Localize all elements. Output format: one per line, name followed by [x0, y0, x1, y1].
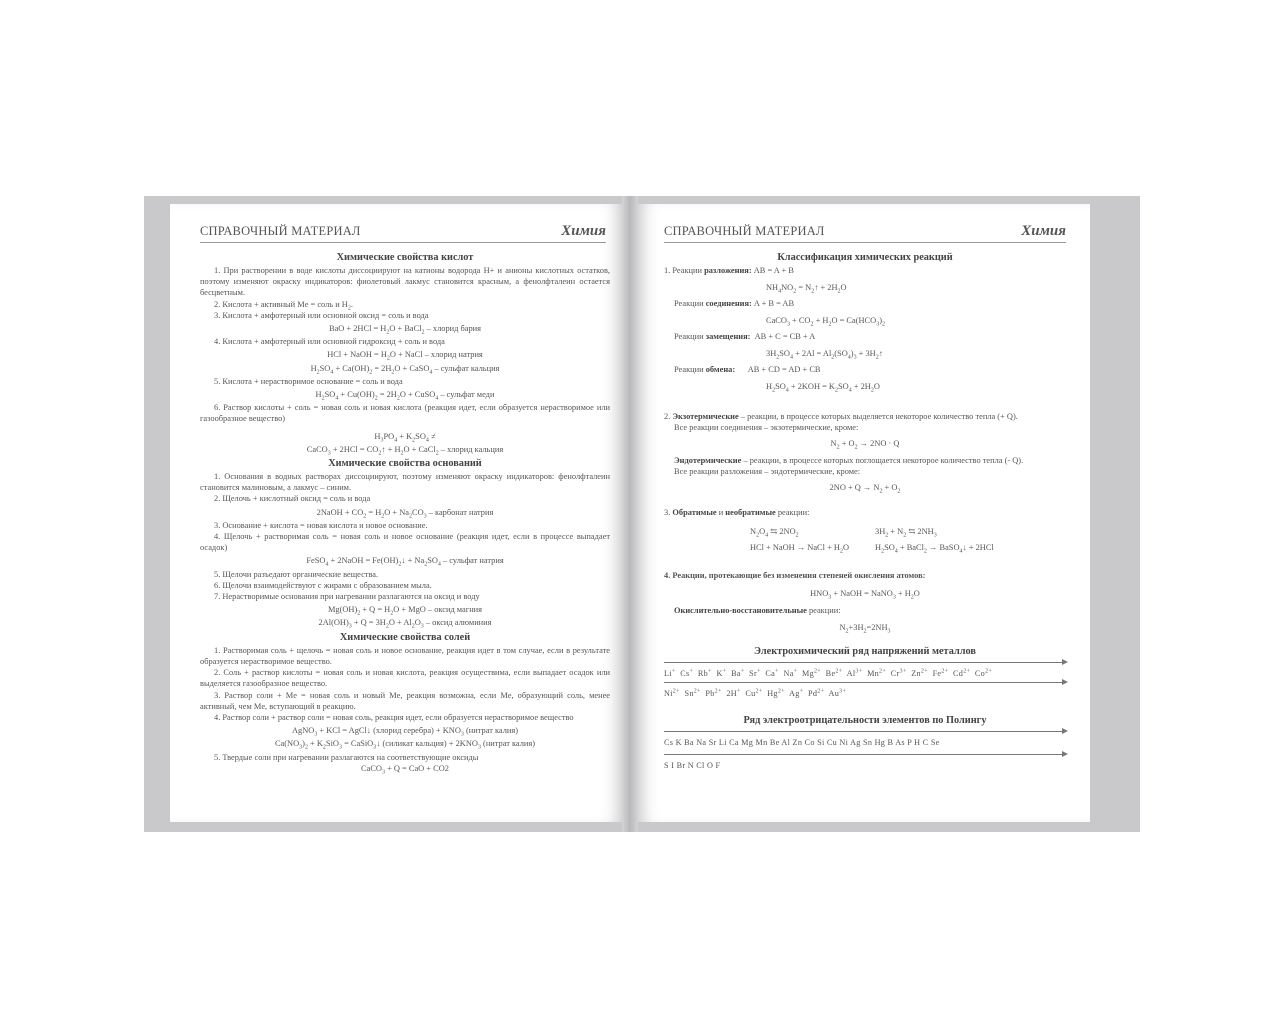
equation: $H_2SO_4 + Ca(OH)_2 = 2H_2O$ + CaSO$_4$ – сульфат кальция [310, 363, 500, 376]
pauling-row1: Cs K Ba Na Sr Li Ca Mg Mn Be Al Zn Co Si Cu Ni Ag Sn Hg B As P H C Se [664, 737, 940, 747]
paragraph: 3. Раствор соли + Me = новая соль и новый Me, реакция возможна, если Me, образующий соль, менее активный, чем Me, вступающий в реакцию. [200, 690, 610, 711]
subject-title: Химия [1021, 223, 1066, 239]
paragraph: 4. Раствор соли + раствор соли = новая соль, реакция идет, если образуется нерастворимое вещество [214, 712, 574, 722]
equation: $2NO + Q \to N_2 + O_2$ [829, 483, 901, 495]
arrow-line [664, 662, 1066, 663]
running-title: СПРАВОЧНЫЙ МАТЕРИАЛ [664, 224, 825, 238]
left-page-content [200, 250, 610, 776]
section-title-bases: Химические свойства оснований [328, 458, 482, 470]
right-page [638, 204, 1090, 822]
paragraph: Все реакции соединения – экзотермические, кроме: [674, 423, 859, 433]
equation: 2NaOH + $CO_2 = H_2O + Na_2CO_3$ – карбонат натрия [316, 507, 494, 520]
paragraph: 4. Реакции, протекающие без изменения степеней окисления атомов: [664, 571, 926, 581]
paragraph: 1. Основания в водных растворах диссоциируют, поэтому изменяют окраску индикаторов: фенолфталеин становится малиновым, а лакмус – синим. [200, 472, 610, 493]
paragraph: 2. Соль + раствор кислоты = новая соль и новая кислота, реакция осуществима, если выпадает осадок или выделяется газообразное вещество. [200, 668, 610, 689]
redox-block: 4. Реакции, протекающие без изменения степеней окисления атомов: $HNO_3$ + NaOH = NaNO$_3$ + $H_2O$ Окислительно-восстановительные реакции: $N_2+3H_2=2NH_3$ [664, 570, 1066, 633]
equation: $3H_2SO_4 + 2Al = Al_2(SO_4)_3$ + $3H_2↑$ [766, 348, 883, 361]
equation: CaCO$_3$ + $2HCl = CO_2↑ + H_2O$ + CaCl$_2$ – хлорид кальция [306, 444, 504, 457]
equations-pair: $N_2O_4$ ⇆ $2NO_2$ HCl + NaOH → NaCl + $H_2O$ $3H_2 + N_2$ ⇆ $2NH_3$ $H_2SO_4$ + BaCl$_2$ → BaSO$_4$↓ + 2HCl [750, 527, 994, 556]
paragraph: 2. Кислота + активный Me = соль и $H_2$. [214, 299, 353, 312]
right-page-header [664, 220, 1066, 243]
left-page [170, 204, 622, 822]
arrow-line [664, 731, 1066, 732]
paragraph: Все реакции разложения – эндотермические, кроме: [674, 466, 861, 476]
equation: $H_2SO_4 + Cu(OH)_2 = 2H_2O$ + CuSO$_4$ – сульфат меди [315, 390, 495, 402]
section-title-salts: Химические свойства солей [339, 631, 471, 643]
paragraph: 2. Щелочь + кислотный оксид = соль и вода [214, 494, 371, 504]
equation: BaO + $2HCl = H_2O$ + BaCl$_2$ – хлорид бария [328, 324, 482, 336]
paragraph: 7. Нерастворимые основания при нагревании разлагаются на оксид и воду [214, 592, 480, 602]
reaction-type-exchange: Реакции обмена: AB + CD = AD + CB [674, 365, 821, 374]
equation: $H_3PO_4 + K_2SO_4$ ≠ [374, 431, 436, 444]
paragraph: 6. Раствор кислоты + соль = новая соль и новая кислота (реакция идет, если образуется нерастворимое или газообразное вещество) [200, 403, 610, 424]
section-title-pauling: Ряд электроотрицательности элементов по Полингу [743, 714, 987, 726]
reversible-block: 3. Обратимые и необратимые реакции: $N_2O_4$ ⇆ $2NO_2$ HCl + NaOH → NaCl + $H_2O$ $3H_2 + N_2$ ⇆ $2NH_3$ $H_2SO_4$ + BaCl$_2$ → BaSO$_4$↓ + 2HCl [664, 507, 1066, 556]
equation: CaCO$_3$ + $CO_2 + H_2O = Ca(HCO_3)_2$ [766, 315, 885, 328]
section-title-acids: Химические свойства кислот [336, 252, 474, 263]
paragraph: 5. Кислота + нерастворимое основание = соль и вода [214, 376, 403, 386]
paragraph: 1. При растворении в воде кислоты диссоциируют на катионы водорода H+ и анионы кислотных остатков, поэтому изменяют окраску индикаторов: фиолетовый лакмус становится красным, а фенолфталеин остается бесцветным. [200, 266, 610, 298]
reaction-type-decomposition: 1. Реакции разложения: AB = A + B [664, 266, 794, 275]
paragraph: 6. Щелочи взаимодействуют с жирами с образованием мыла. [214, 580, 432, 590]
section-title-metal-series: Электрохимический ряд напряжений металлов [754, 646, 976, 658]
pauling-row2: S I Br N Cl O F [664, 760, 721, 770]
paragraph: 4. Щелочь + растворимая соль = новая соль и новое основание (реакция идет, если в процессе выпадает осадок) [200, 532, 610, 553]
paragraph: 4. Кислота + амфотерный или основной гидроксид + соль и вода [214, 337, 445, 347]
paragraph: 1. Растворимая соль + щелочь = новая соль и новое основание, реакция идет в том случае, если в результате образуется нерастворимое вещество. [200, 645, 610, 666]
equation: $Mg(OH)_2 + Q = H_2O$ + MgO – оксид магния [327, 605, 483, 617]
right-page-content [664, 250, 1066, 771]
equation: $HNO_3$ + NaOH = NaNO$_3$ + $H_2O$ [810, 588, 920, 601]
running-title: СПРАВОЧНЫЙ МАТЕРИАЛ [200, 224, 361, 238]
equation: AgNO$_3$ + KCl = AgCl↓ (хлорид серебра) + $KNO_3$ (нитрат калия) [291, 726, 518, 738]
reaction-type-substitution: Реакции замещения: AB + C = CB + A [674, 332, 816, 341]
paragraph: 5. Щелочи разъедают органические вещества. [214, 569, 379, 579]
equation: $Ca(NO_3)_2 + K_2SiO_3$ = CaSiO$_3$↓ (силикат кальция) + $2KNO_3$ (нитрат калия) [274, 739, 536, 751]
subject-title: Химия [561, 223, 606, 239]
reaction-type-combination: Реакции соединения: A + B = AB [674, 299, 795, 308]
arrow-line [664, 682, 1066, 683]
paragraph: 5. Твердые соли при нагревании разлагаются на соответствующие оксиды [214, 752, 479, 762]
equation: HCl + NaOH = $H_2O$ + NaCl – хлорид натрия [327, 350, 483, 363]
exothermic-block: 2. Экзотермические – реакции, в процессе которых выделяется некоторое количество тепла (+ Q). Все реакции соединения – экзотермические, кроме: $N_2 + O_2 \to 2NO \cdot Q$ Эндотермические – реакции, в процессе которых поглощается некоторое количество тепла (- Q). Все реакции разложения – эндотермические, кроме: $2NO + Q \to N_2 + O_2$ [664, 411, 1066, 493]
equation: FeSO$_4$ + 2NaOH = $Fe(OH)_2↓ + Na_2SO_4$ – сульфат натрия [306, 556, 504, 569]
equation: $NH_4NO_2$ = $N_2↑ + 2H_2O$ [766, 282, 847, 295]
metal-series-row2: $Ni^{2+}$ $Sn^{2+}$ $Pb^{2+}$ 2H+ $Cu^{2+}$ $Hg^{2+}$ Ag+ $Pd^{2+}$ $Au^{3+}$ [664, 688, 847, 699]
metal-series-row1: Li+ Cs+ Rb+ K+ Ba+ Sr+ Ca+ Na+ $Mg^{2+}$ $Be^{2+}$ $Al^{3+}$ $Mn^{2+}$ $Cr^{3+}$ $Zn^{2+}$ $Fe^{2+}$ $Cd^{2+}$ $Co^{2+}$ [664, 668, 993, 679]
left-page-header [200, 220, 606, 243]
equation: $N_2+3H_2=2NH_3$ [839, 623, 891, 635]
section-title-classification: Классификация химических реакций [777, 252, 953, 263]
equation: CaCO$_3$ + Q = CaO + CO2 [361, 763, 449, 776]
paragraph: 3. Кислота + амфотерный или основной оксид = соль и вода [214, 310, 429, 320]
equation: $H_2SO_4 + 2KOH = K_2SO_4 + 2H_2O$ [766, 381, 880, 394]
paragraph: 3. Основание + кислота = новая кислота и новое основание. [214, 520, 428, 530]
arrow-line [664, 754, 1066, 755]
book-spine [622, 196, 638, 832]
equation: $2Al(OH)_3 + Q = 3H_2O + Al_2O_3$ – оксид алюминия [318, 618, 492, 631]
equation: $N_2 + O_2 \to 2NO \cdot Q$ [830, 439, 900, 452]
